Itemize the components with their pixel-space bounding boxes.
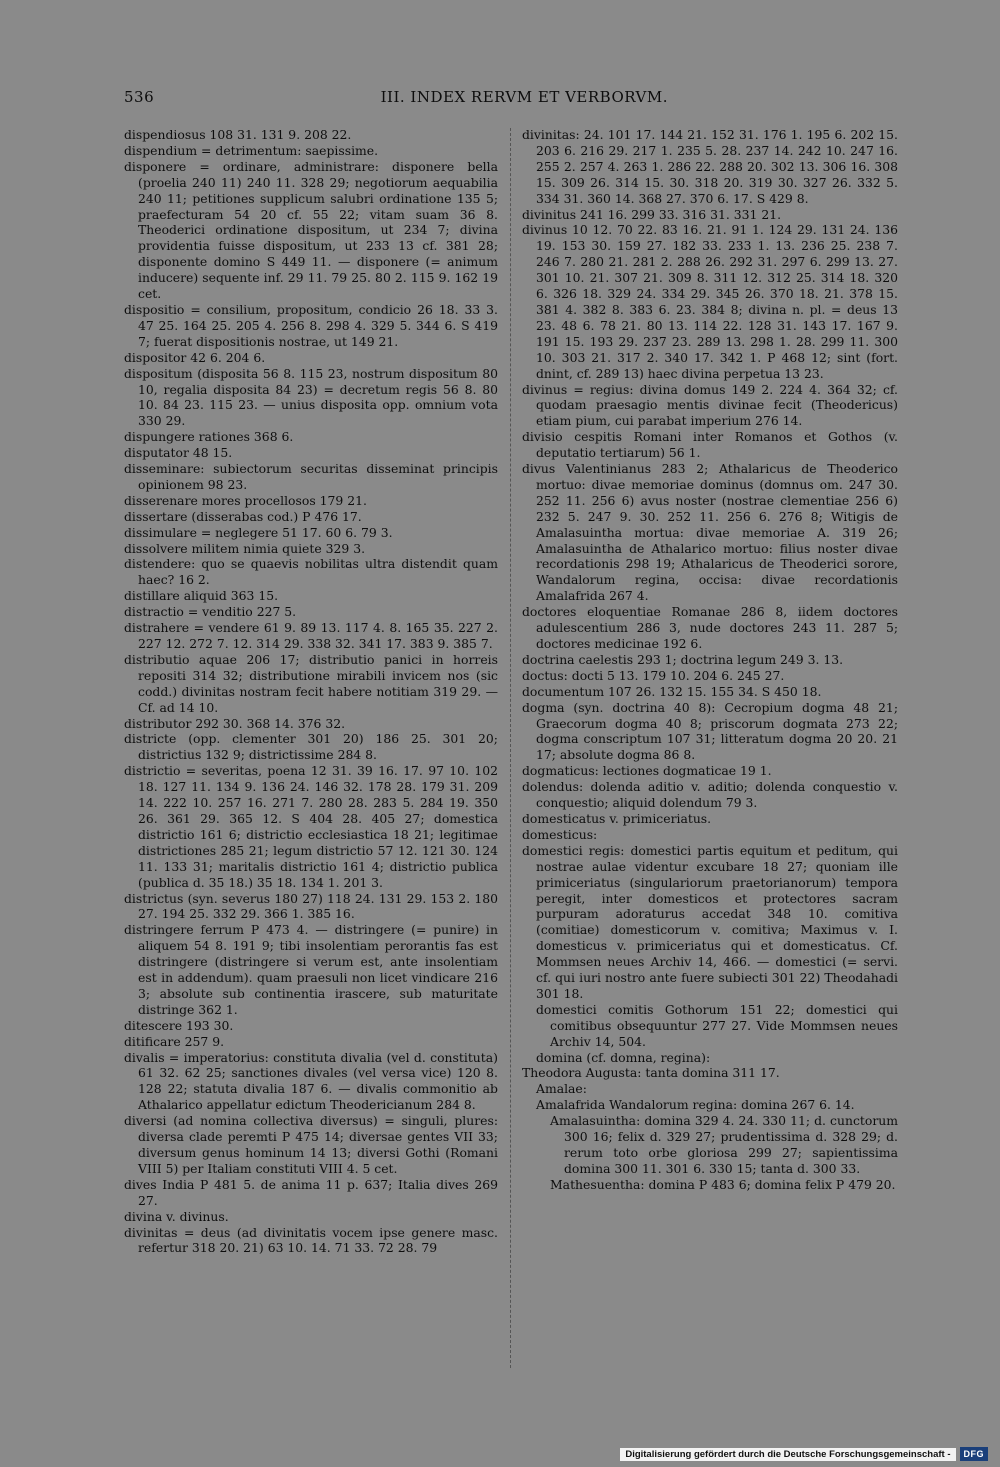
- index-entry: distractio = venditio 227 5.: [124, 604, 297, 620]
- index-entry: dogmaticus: lectiones dogmaticae 19 1.: [522, 763, 772, 779]
- index-entry: doctores eloquentiae Romanae 286 8, iidem doctores adulescentium 286 3, nude doctores 243 11. 287 5; doctores medicinae 192 6.: [522, 604, 898, 651]
- index-entry: distendere: quo se quaevis nobilitas ultra distendit quam haec? 16 2.: [124, 556, 498, 588]
- index-entry: documentum 107 26. 132 15. 155 34. S 450 18.: [522, 683, 822, 699]
- running-head: III. INDEX RERVM ET VERBORVM.: [380, 88, 668, 106]
- index-entry: districtus (syn. severus 180 27) 118 24. 131 29. 153 2. 180 27. 194 25. 332 29. 366 1. 385 16.: [124, 890, 498, 922]
- dfg-logo: DFG: [960, 1447, 989, 1461]
- index-entry: divisio cespitis Romani inter Romanos et Gothos (v. deputatio tertiarum) 56 1.: [522, 429, 898, 461]
- index-entry: dolendus: dolenda aditio v. aditio; dolenda conquestio v. conquestio; aliquid dolendum 79 3.: [522, 779, 898, 811]
- index-entry: distringere ferrum P 473 4. — distringere (= punire) in aliquem 54 8. 191 9; tibi insolentiam perorantis fas est distringere (distringere si verum est, ante insolentiam est in addendum). quam praesuli non licet vindicare 216 3; absolute sub continentia irascere, sub maturitate distringe 362 1.: [124, 922, 498, 1017]
- index-entry: domesticatus v. primiceriatus.: [522, 810, 712, 826]
- index-entry: divina v. divinus.: [124, 1208, 229, 1224]
- index-entry: distrahere = vendere 61 9. 89 13. 117 4. 8. 165 35. 227 2. 227 12. 272 7. 12. 314 29. 338 32. 341 17. 383 9. 385 7.: [124, 620, 498, 651]
- index-entry: divinitas: 24. 101 17. 144 21. 152 31. 176 1. 195 6. 202 15. 203 6. 216 29. 217 1. 235 5. 28. 237 14. 242 10. 247 16. 255 2. 257 4. 263 1. 286 22. 288 20. 302 13. 306 16. 308 15. 309 26. 314 15. 30. 318 20. 319 30. 327 26. 332 5. 334 31. 360 14. 368 27. 370 6. 17. S 429 8.: [522, 127, 898, 206]
- index-entry: disseminare: subiectorum securitas disseminat principis opinionem 98 23.: [124, 461, 498, 492]
- index-entry: distributio aquae 206 17; distributio panici in horreis repositi 314 32; distributione mirabili invicem nos (sic codd.) divinitas nostram fecit habere notitiam 319 29. — Cf. ad 14 10.: [124, 651, 498, 715]
- index-entry: divinitus 241 16. 299 33. 316 31. 331 21.: [522, 206, 782, 222]
- index-entry: divus Valentinianus 283 2; Athalaricus de Theoderico mortuo: divae memoriae dominus (domnus om. 247 30. 252 11. 256 6) avus noster (nostrae clementiae 256 6) 232 5. 247 9. 30. 252 11. 256 6. 276 8; Witigis de Amalasuintha mortua: divae memoriae A. 319 26; Amalasuintha de Athalarico mortuo: filius noster divae recordationis 298 19; Athalaricus de Theoderici sorore, Wandalorum regina, occisa: divae recordationis Amalafrida 267 4.: [522, 461, 898, 604]
- index-entry: diversi (ad nomina collectiva diversus) = singuli, plures: diversa clade peremti P 475 14; diversae gentes VII 33; diversum genus hominum 14 13; diversi Gothi (Romani VIII 5) per Italiam constituti VIII 4. 5 cet.: [124, 1113, 498, 1176]
- index-entry: disputator 48 15.: [124, 445, 233, 461]
- index-entry: dispositio = consilium, propositum, condicio 26 18. 33 3. 47 25. 164 25. 205 4. 256 8. 298 4. 329 5. 344 6. S 419 7; fuerat dispositionis nostrae, ut 149 21.: [124, 301, 498, 349]
- index-entry: dispositum (disposita 56 8. 115 23, nostrum dispositum 80 10, regalia disposita 84 23) = decretum regis 56 8. 80 10. 84 23. 115 23. — unius disposita opp. omnium vota 330 29.: [124, 365, 498, 429]
- index-entry: doctrina caelestis 293 1; doctrina legum 249 3. 13.: [522, 651, 844, 667]
- index-column-right: [522, 127, 898, 1372]
- index-subentry: Amalafrida Wandalorum regina: domina 267 6. 14.: [536, 1097, 855, 1113]
- index-entry: dives India P 481 5. de anima 11 p. 637; Italia dives 269 27.: [124, 1176, 498, 1208]
- footer-text: Digitalisierung gefördert durch die Deutsche Forschungsgemeinschaft -: [620, 1448, 955, 1461]
- index-entry: dogma (syn. doctrina 40 8): Cecropium dogma 48 21; Graecorum dogma 40 8; priscorum dogmata 273 22; dogma conscriptum 107 31; litteratum dogma 20 20. 21 17; absolute dogma 86 8.: [522, 699, 898, 763]
- index-entry: dispendium = detrimentum: saepissime.: [124, 142, 379, 158]
- index-subentry: Amalasuintha: domina 329 4. 24. 330 11; d. cunctorum 300 16; felix d. 329 27; prudentissima d. 328 29; d. rerum toto orbe gloriosa 299 27; sapientissima domina 300 11. 301 6. 330 15; tanta d. 300 33.: [550, 1113, 898, 1176]
- index-entry: distributor 292 30. 368 14. 376 32.: [124, 715, 346, 731]
- index-subentry: domestici comitis Gothorum 151 22; domestici qui comitibus obsequuntur 277 27. Vide Mommsen neues Archiv 14, 504.: [536, 1001, 898, 1049]
- index-entry: districte (opp. clementer 301 20) 186 25. 301 20; districtius 132 9; districtissime 284 8.: [124, 731, 498, 763]
- index-entry: domestici regis: domestici partis equitum et peditum, qui nostrae aulae videntur excubare 18 27; quoniam ille primiceriatus (singulariorum praetorianorum) tempora peregit, inter domesticos et protectores sacram purpuram adoraturus accedat 348 10. comitiva (comitiae) domesticorum v. comitiva; Maximus v. I. domesticus v. primiceriatus qui et domesticatus. Cf. Mommsen neues Archiv 14, 466. — domestici (= servi. cf. qui iuri nostro ante fuere subiecti 301 22) Theodahadi 301 18.: [522, 842, 898, 1001]
- index-entry: dissimulare = neglegere 51 17. 60 6. 79 3.: [124, 524, 393, 540]
- index-entry: dispositor 42 6. 204 6.: [124, 349, 266, 365]
- page-number: 536: [124, 88, 155, 106]
- index-entry: districtio = severitas, poena 12 31. 39 16. 17. 97 10. 102 18. 127 11. 134 9. 136 24. 146 32. 178 28. 179 31. 209 14. 222 10. 257 16. 271 7. 280 28. 283 5. 284 19. 350 26. 361 29. 365 12. S 404 28. 405 27; domestica districtio 161 6; districtio ecclesiastica 18 21; legitimae districtiones 285 21; legum districtio 57 12. 121 30. 124 11. 133 31; maritalis districtio 161 4; districtio publica (publica d. 35 18.) 35 18. 134 1. 201 3.: [124, 763, 498, 890]
- index-entry: divinus 10 12. 70 22. 83 16. 21. 91 1. 124 29. 131 24. 136 19. 153 30. 159 27. 182 33. 233 1. 13. 236 25. 238 7. 246 7. 280 21. 281 2. 288 26. 292 31. 297 6. 299 13. 27. 301 10. 21. 307 21. 309 8. 311 12. 312 25. 314 18. 320 6. 326 18. 329 24. 334 29. 345 26. 370 18. 21. 378 15. 381 4. 382 8. 383 6. 23. 384 8; divina n. pl. = deus 13 23. 48 6. 78 21. 80 13. 114 22. 128 31. 143 17. 167 9. 191 15. 193 29. 237 23. 289 13. 298 1. 28. 299 11. 300 10. 303 21. 317 2. 340 17. 342 1. P 468 12; sint (fort. dnint, cf. 289 13) haec divina perpetua 13 23.: [522, 222, 898, 381]
- index-entry: distillare aliquid 363 15.: [124, 588, 279, 604]
- index-entry: doctus: docti 5 13. 179 10. 204 6. 245 27.: [522, 667, 785, 683]
- index-entry: dissertare (disserabas cod.) P 476 17.: [124, 508, 362, 524]
- column-divider: [510, 128, 511, 1368]
- index-entry: domesticus:: [522, 826, 598, 842]
- index-entry: dissolvere militem nimia quiete 329 3.: [124, 540, 366, 556]
- index-entry: divinus = regius: divina domus 149 2. 224 4. 364 32; cf. quodam praesagio mentis divinae fecit (Theodericus) etiam pium, cui parabat imperium 276 14.: [522, 381, 898, 429]
- index-entry: divinitas = deus (ad divinitatis vocem ipse genere masc. refertur 318 20. 21) 63 10. 14. 71 33. 72 28. 79: [124, 1224, 498, 1256]
- digitization-footer: [620, 1446, 988, 1462]
- index-entry: ditificare 257 9.: [124, 1033, 225, 1049]
- index-subentry: domina (cf. domna, regina):: [536, 1049, 711, 1065]
- index-entry: disserenare mores procellosos 179 21.: [124, 492, 367, 508]
- index-subentry: Amalae:: [536, 1081, 587, 1097]
- index-entry: divalis = imperatorius: constituta divalia (vel d. constituta) 61 32. 62 25; sanctiones divales (vel versa vice) 120 8. 128 22; statuta divalia 187 6. — divalis commonitio ab Athalarico appellatur edictum Theodericianum 284 8.: [124, 1049, 498, 1113]
- index-entry: dispungere rationes 368 6.: [124, 429, 294, 445]
- index-entry: disponere = ordinare, administrare: disponere bella (proelia 240 11) 240 11. 328 29; negotiorum aequabilia 240 11; petitiones supplicum salubri ordinatione 135 5; praefecturam 54 20 cf. 55 22; vitam suam 36 8. Theoderici ordinatione dispositum, ut 234 7; divina providentia fuisse dispositum, ut 233 13 cf. 381 28; disponente domino S 449 11. — disponere (= animum inducere) sequente inf. 29 11. 79 25. 80 2. 115 9. 162 19 cet.: [124, 158, 498, 302]
- index-subentry: Mathesuentha: domina P 483 6; domina felix P 479 20.: [550, 1176, 896, 1192]
- index-entry: ditescere 193 30.: [124, 1017, 234, 1033]
- index-column-left: [124, 127, 498, 1372]
- index-entry: dispendiosus 108 31. 131 9. 208 22.: [124, 127, 352, 142]
- index-entry: Theodora Augusta: tanta domina 311 17.: [522, 1065, 780, 1081]
- page-header: [124, 88, 668, 110]
